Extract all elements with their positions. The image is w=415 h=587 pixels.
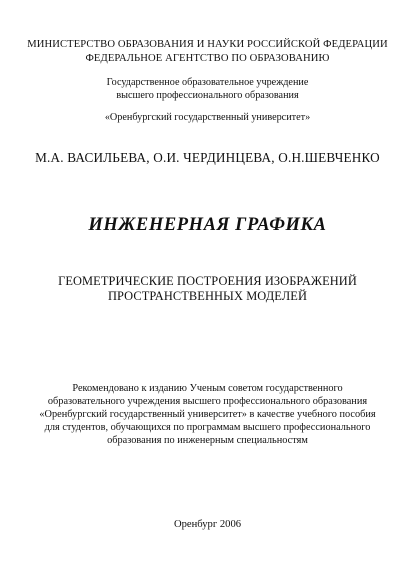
recommendation-line-3: «Оренбургский государственный университет» в качестве учебного пособия xyxy=(39,409,376,420)
ministry-line-1: МИНИСТЕРСТВО ОБРАЗОВАНИЯ И НАУКИ РОССИЙСКОЙ ФЕДЕРАЦИИ xyxy=(27,39,388,50)
authors: М.А. ВАСИЛЬЕВА, О.И. ЧЕРДИНЦЕВА, О.Н.ШЕВЧЕНКО xyxy=(35,150,380,165)
city-year: Оренбург 2006 xyxy=(173,519,242,530)
institution-line-1: Государственное образовательное учреждение xyxy=(106,77,309,88)
ministry-line-2: ФЕДЕРАЛЬНОЕ АГЕНТСТВО ПО ОБРАЗОВАНИЮ xyxy=(85,53,330,64)
institution-line-2: высшего профессионального образования xyxy=(116,90,299,101)
document-title: ИНЖЕНЕРНАЯ ГРАФИКА xyxy=(88,215,327,235)
university-name: «Оренбургский государственный университет» xyxy=(104,112,311,123)
recommendation-line-1: Рекомендовано к изданию Ученым советом государственного xyxy=(72,383,343,394)
subtitle-line-2: ПРОСТРАНСТВЕННЫХ МОДЕЛЕЙ xyxy=(107,289,308,303)
subtitle-line-1: ГЕОМЕТРИЧЕСКИЕ ПОСТРОЕНИЯ ИЗОБРАЖЕНИЙ xyxy=(58,274,357,288)
recommendation-line-4: для студентов, обучающихся по программам высшего профессионального xyxy=(44,422,371,433)
recommendation-line-2: образовательного учреждения высшего профессионального образования xyxy=(47,396,368,407)
recommendation-line-5: образования по инженерным специальностям xyxy=(107,435,308,446)
